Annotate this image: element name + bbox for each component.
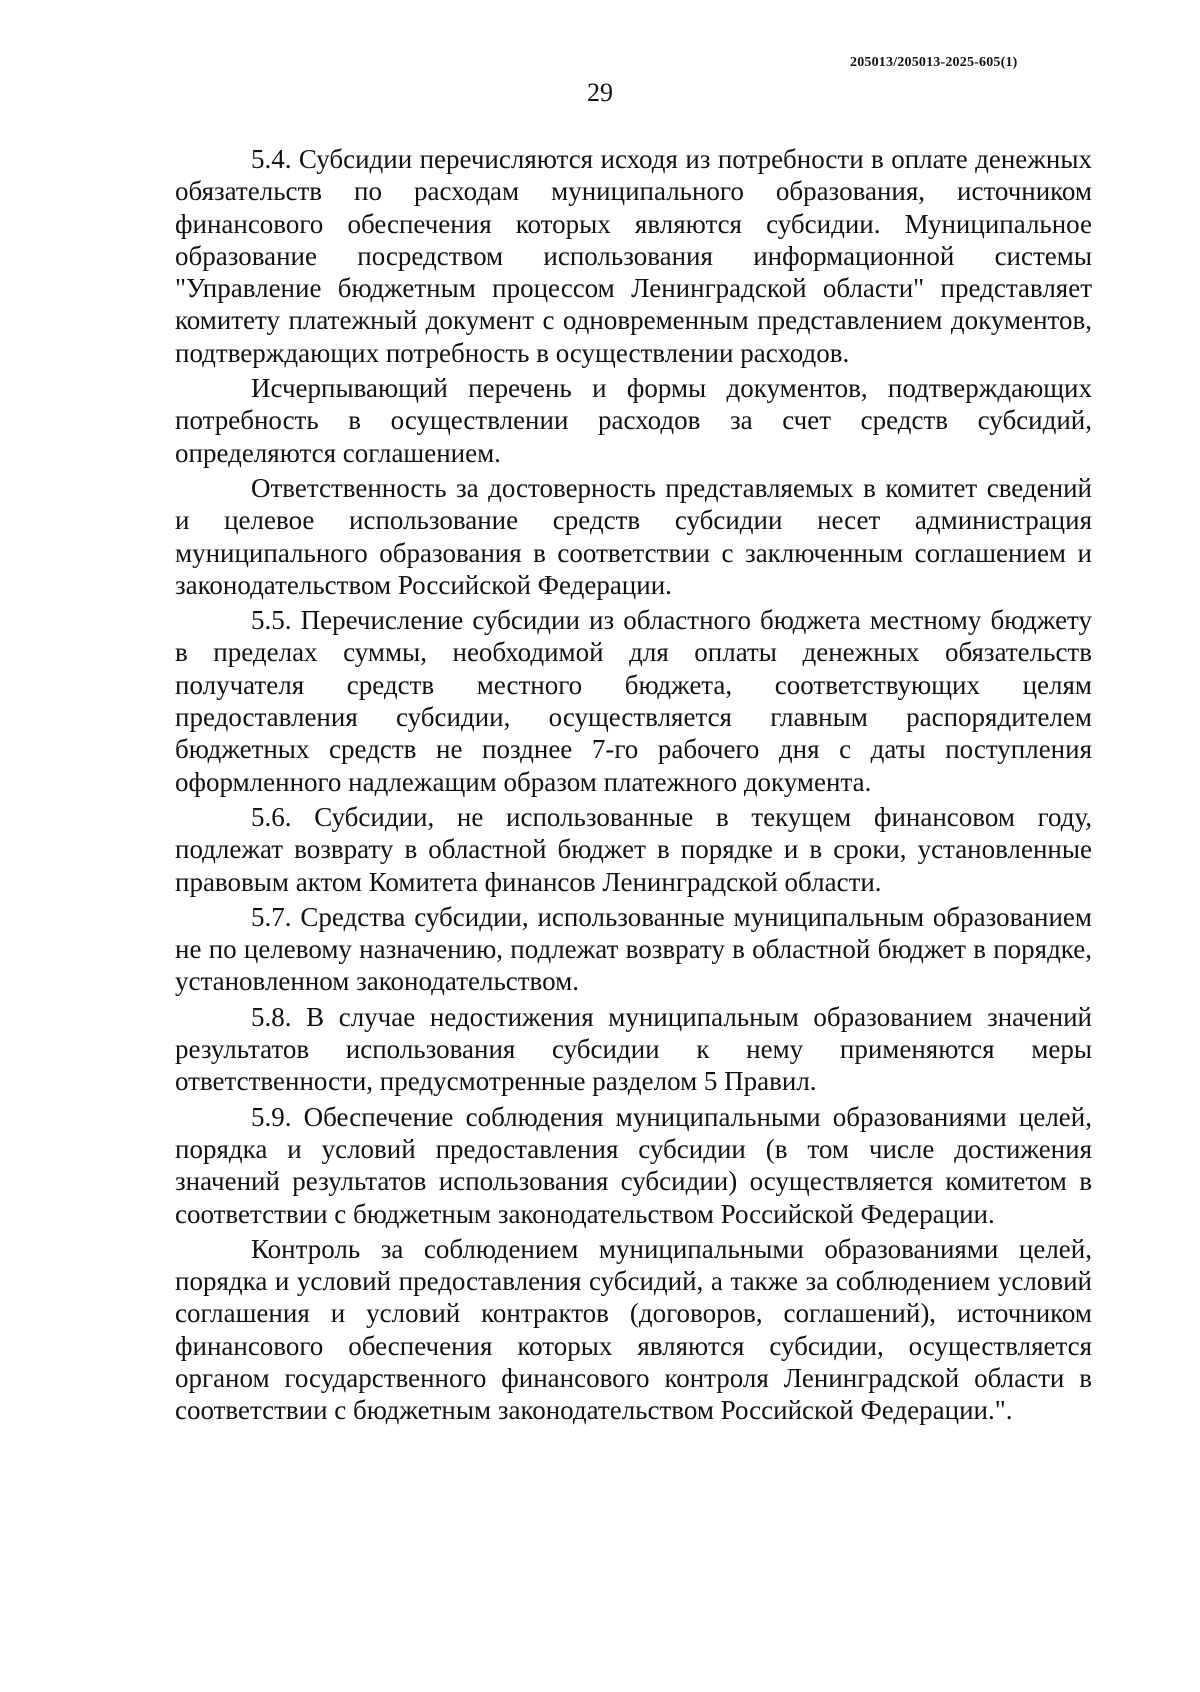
paragraph-5-8: 5.8. В случае недостижения муниципальным образованием значений результатов использования субсидии к нему применяются меры ответственности, предусмотренные разделом 5 Правил. (175, 1001, 1092, 1097)
paragraph-5-5: 5.5. Перечисление субсидии из областного бюджета местному бюджету в пределах суммы, необходимой для оплаты денежных обязательств получателя средств местного бюджета, соответствующих целям предоставления субсидии, осуществляется главным распорядителем бюджетных средств не позднее 7-го рабочего дня с даты поступления оформленного надлежащим образом платежного документа. (175, 605, 1092, 797)
paragraph-5-4: 5.4. Субсидии перечисляются исходя из потребности в оплате денежных обязательств по расходам муниципального образования, источником финансового обеспечения которых являются субсидии. Муниципальное образование посредством использования информационной системы "Управление бюджетным процессом Ленинградской области" представляет комитету платежный документ с одновременным представлением документов, подтверждающих потребность в осуществлении расходов. (175, 144, 1092, 368)
document-id: 205013/205013-2025-605(1) (850, 55, 1018, 70)
paragraph-5-7: 5.7. Средства субсидии, использованные муниципальным образованием не по целевому назначению, подлежат возврату в областной бюджет в порядке, установленном законодательством. (175, 901, 1092, 997)
paragraph-5-6: 5.6. Субсидии, не использованные в текущем финансовом году, подлежат возврату в областной бюджет в порядке и в сроки, установленные правовым актом Комитета финансов Ленинградской области. (175, 801, 1092, 897)
document-body (175, 143, 1092, 1430)
paragraph-documents-list: Исчерпывающий перечень и формы документов, подтверждающих потребность в осуществлении расходов за счет средств субсидий, определяются соглашением. (175, 373, 1092, 468)
paragraph-control: Контроль за соблюдением муниципальными образованиями целей, порядка и условий предоставления субсидий, а также за соблюдением условий соглашения и условий контрактов (договоров, соглашений), источником финансового обеспечения которых являются субсидии, осуществляется органом государственного финансового контроля Ленинградской области в соответствии с бюджетным законодательством Российской Федерации.". (175, 1233, 1092, 1426)
page-number: 29 (587, 78, 613, 107)
paragraph-5-9: 5.9. Обеспечение соблюдения муниципальными образованиями целей, порядка и условий предоставления субсидии (в том числе достижения значений результатов использования субсидии) осуществляется комитетом в соответствии с бюджетным законодательством Российской Федерации. (175, 1101, 1092, 1229)
paragraph-responsibility: Ответственность за достоверность представляемых в комитет сведений и целевое использование средств субсидии несет администрация муниципального образования в соответствии с заключенным соглашением и законодательством Российской Федерации. (175, 472, 1092, 600)
